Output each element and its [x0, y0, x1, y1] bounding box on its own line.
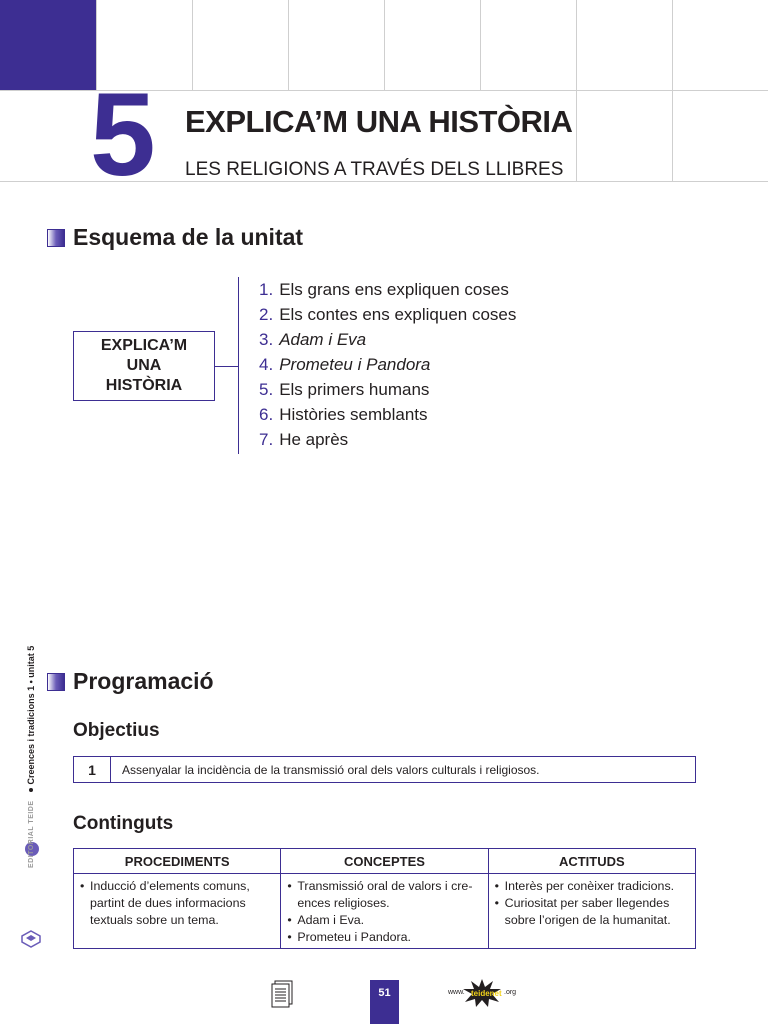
list-item: • Transmissió oral de valors i cre-ences religioses. — [287, 878, 481, 912]
table-cell — [488, 874, 695, 949]
list-item: • Adam i Eva. — [287, 912, 481, 929]
continguts-heading: Continguts — [73, 813, 174, 834]
scheme-heading-text: Esquema de la unitat — [73, 224, 304, 250]
list-item: • Prometeu i Pandora. — [287, 929, 481, 946]
programacio-heading-text: Programació — [73, 668, 214, 694]
scheme-item — [259, 427, 516, 452]
scheme-item — [259, 352, 516, 377]
scheme-item-number: 2. — [259, 305, 274, 324]
unit-subtitle: LES RELIGIONS A TRAVÉS DELS LLIBRES — [185, 159, 564, 180]
list-item: • Curiositat per saber llegendes sobre l’origen de la humanitat. — [495, 895, 689, 929]
column-header: ACTITUDS — [488, 849, 695, 874]
column-header: PROCEDIMENTS — [74, 849, 281, 874]
unit-number: 5 — [90, 69, 154, 201]
scheme-item-label: Els contes ens expliquen coses — [279, 305, 517, 324]
scheme-item-label: Els grans ens expliquen coses — [279, 280, 509, 299]
logo-site: teidenet — [471, 989, 502, 998]
scheme-box-line: HISTÒRIA — [105, 377, 183, 394]
table-header-row — [74, 849, 696, 874]
scheme-item — [259, 327, 516, 352]
page-number: 51 — [378, 987, 391, 999]
programacio-heading — [47, 668, 214, 695]
page-number-box — [370, 980, 399, 1024]
scheme-item-number: 5. — [259, 380, 274, 399]
objectius-heading: Objectius — [73, 720, 160, 741]
scheme-item-label: He après — [279, 430, 349, 449]
scheme-item-number: 4. — [259, 355, 274, 374]
scheme-box-line: UNA — [126, 357, 162, 374]
scheme-heading — [47, 224, 303, 251]
list-item: • Inducció d’elements comuns, partint de dues informacions textuals sobre un tema. — [80, 878, 274, 929]
column-header: CONCEPTES — [281, 849, 488, 874]
list-item: • Interès per conèixer tradicions. — [495, 878, 689, 895]
header-color-block — [0, 0, 96, 90]
continguts-table — [73, 848, 696, 949]
scheme-item-number: 1. — [259, 280, 274, 299]
scheme-item — [259, 402, 516, 427]
header-grid-line — [576, 90, 577, 181]
objective-number: 1 — [74, 757, 111, 782]
scheme-item-number: 6. — [259, 405, 274, 424]
scheme-item-label: Prometeu i Pandora — [279, 355, 431, 374]
unit-title: EXPLICA’M UNA HISTÒRIA — [185, 104, 573, 139]
teidenet-logo[interactable] — [448, 978, 520, 1010]
scheme-item — [259, 302, 516, 327]
scheme-item-label: Històries semblants — [279, 405, 428, 424]
scheme-item-label: Adam i Eva — [279, 330, 367, 349]
scheme-item-number: 7. — [259, 430, 274, 449]
publisher-name: EDITORIAL TEIDE — [27, 800, 35, 868]
side-label — [26, 646, 36, 868]
logo-prefix: www. — [448, 989, 465, 996]
scheme-box — [73, 331, 215, 401]
scheme-item — [259, 377, 516, 402]
publisher-logo-icon — [21, 930, 41, 948]
logo-tld: .org — [504, 989, 517, 996]
scheme-bracket — [238, 277, 239, 454]
table-row — [74, 874, 696, 949]
book-unit-label: Creences i tradicions 1 • unitat 5 — [26, 645, 36, 785]
header-grid-line — [672, 90, 673, 181]
scheme-item-number: 3. — [259, 330, 274, 349]
section-square-icon — [47, 673, 65, 691]
objective-row — [73, 756, 696, 783]
table-cell — [74, 874, 281, 949]
scheme-box-line: EXPLICA’M — [100, 337, 188, 354]
scheme-list — [259, 277, 516, 452]
table-cell — [281, 874, 488, 949]
bullet-dot-icon — [29, 788, 33, 792]
section-square-icon — [47, 229, 65, 247]
header-grid — [96, 0, 768, 90]
scheme-item-label: Els primers humans — [279, 380, 430, 399]
objective-text: Assenyalar la incidència de la transmissió oral dels valors culturals i religiosos. — [122, 762, 540, 777]
scheme-connector — [215, 366, 239, 367]
scheme-item — [259, 277, 516, 302]
document-icon — [270, 980, 296, 1008]
